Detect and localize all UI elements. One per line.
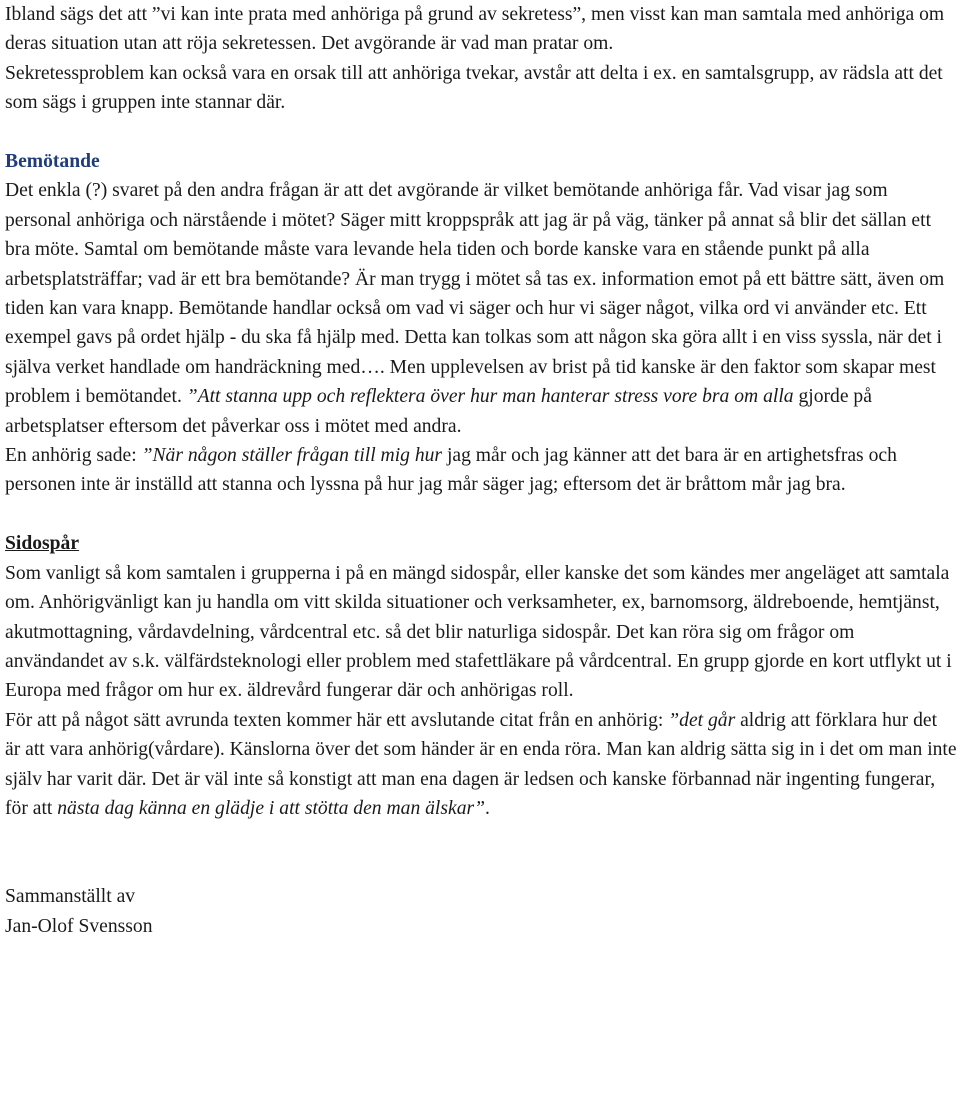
bemotande-text: Det enkla (?) svaret på den andra frågan är att det avgörande är vilket bemötande anhöriga får. Vad visar jag som personal anhöriga och närstående i mötet? Säger mitt kroppspråk att jag är på väg, tänker på annat så blir det sällan ett bra möte. Samtal om bemötande måste vara levande hela tiden och borde kanske vara en stående punkt på alla arbetsplatsträffar; vad är ett bra bemötande? Är man trygg i mötet så tas ex. information emot på ett bättre sätt, även om tiden kan vara knapp. Bemötande handlar också om vad vi säger och hur vi säger något, vilka ord vi använder etc. Ett exempel gavs på ordet hjälp - du ska få hjälp med. Detta kan tolkas som att någon ska göra allt i en viss syssla, när det i själva verket handlade om handräckning med…. Men upplevelsen av brist på tid kanske är den faktor som skapar mest problem i bemötandet.	[5, 180, 945, 408]
intro-paragraph-2: Sekretessproblem kan också vara en orsak till att anhöriga tvekar, avstår att delta i ex. en samtalsgrupp, av rädsla att det som sägs i gruppen inte stannar där.	[5, 62, 943, 114]
spacer	[5, 118, 957, 147]
spacer	[5, 823, 957, 882]
bemotande-p2-tail: jag mår och jag känner att det bara är en artighetsfras och personen inte är inställd att stanna och lyssna på hur jag mår säger jag; eftersom det är bråttom mår jag bra.	[5, 445, 897, 496]
sidospar-paragraph-1: Som vanligt så kom samtalen i grupperna i på en mängd sidospår, eller kanske det som kändes mer angeläget att samtala om. Anhörigvänligt kan ju handla om vitt skilda situationer och verksamheter, ex, barnomsorg, äldreboende, hemtjänst, akutmottagning, vårdavdelning, vårdcentral etc. så det blir naturliga sidospår. Det kan röra sig om frågor om användandet av s.k. välfärdsteknologi eller problem med stafettläkare på vårdcentral. En grupp gjorde en kort utflykt ut i Europa med frågor om hur ex. äldrevård fungerar där och anhörigas roll.	[5, 562, 952, 702]
document-page	[5, 0, 957, 941]
signature-name: Jan-Olof Svensson	[5, 915, 153, 937]
bemotande-paragraph-1	[5, 176, 957, 441]
sidospar-p2-lead: För att på något sätt avrunda texten kommer här ett avslutande citat från en anhörig:	[5, 709, 669, 731]
bemotande-paragraph-2	[5, 441, 957, 500]
sidospar-p2-quote-1: ”det går	[668, 709, 736, 731]
sidospar-p2-quote-2: nästa dag känna en glädje i att stötta den man älskar”	[57, 797, 486, 819]
heading-sidospar: Sidospår	[5, 533, 80, 555]
intro-paragraph-1: Ibland sägs det att ”vi kan inte prata med anhöriga på grund av sekretess”, men visst kan man samtala med anhöriga om deras situation utan att röja sekretessen. Det avgörande är vad man pratar om.	[5, 4, 945, 55]
sidospar-paragraph-2	[5, 706, 957, 824]
bemotande-quote: ”Att stanna upp och reflektera över hur man hanterar stress vore bra om alla	[186, 386, 794, 408]
spacer	[5, 500, 957, 529]
bemotande-p2-quote: ”När någon ställer frågan till mig hur	[141, 445, 443, 467]
sidospar-p2-end: .	[485, 797, 490, 819]
sidospar-p2-mid: aldrig att förklara hur det är att vara anhörig(vårdare). Känslorna över det som händer är en enda röra. Man kan aldrig sätta sig in i det om man inte själv har varit där. Det är väl inte så konstigt att man ena dagen är ledsen och kanske förbannad när ingenting fungerar, för att	[5, 709, 957, 819]
bemotande-quote-tail: gjorde på arbetsplatser eftersom det påverkar oss i mötet med andra.	[5, 386, 872, 437]
bemotande-p2-lead: En anhörig sade:	[5, 445, 142, 467]
heading-bemotande: Bemötande	[5, 151, 100, 173]
signature-line-1: Sammanställt av	[5, 886, 136, 908]
